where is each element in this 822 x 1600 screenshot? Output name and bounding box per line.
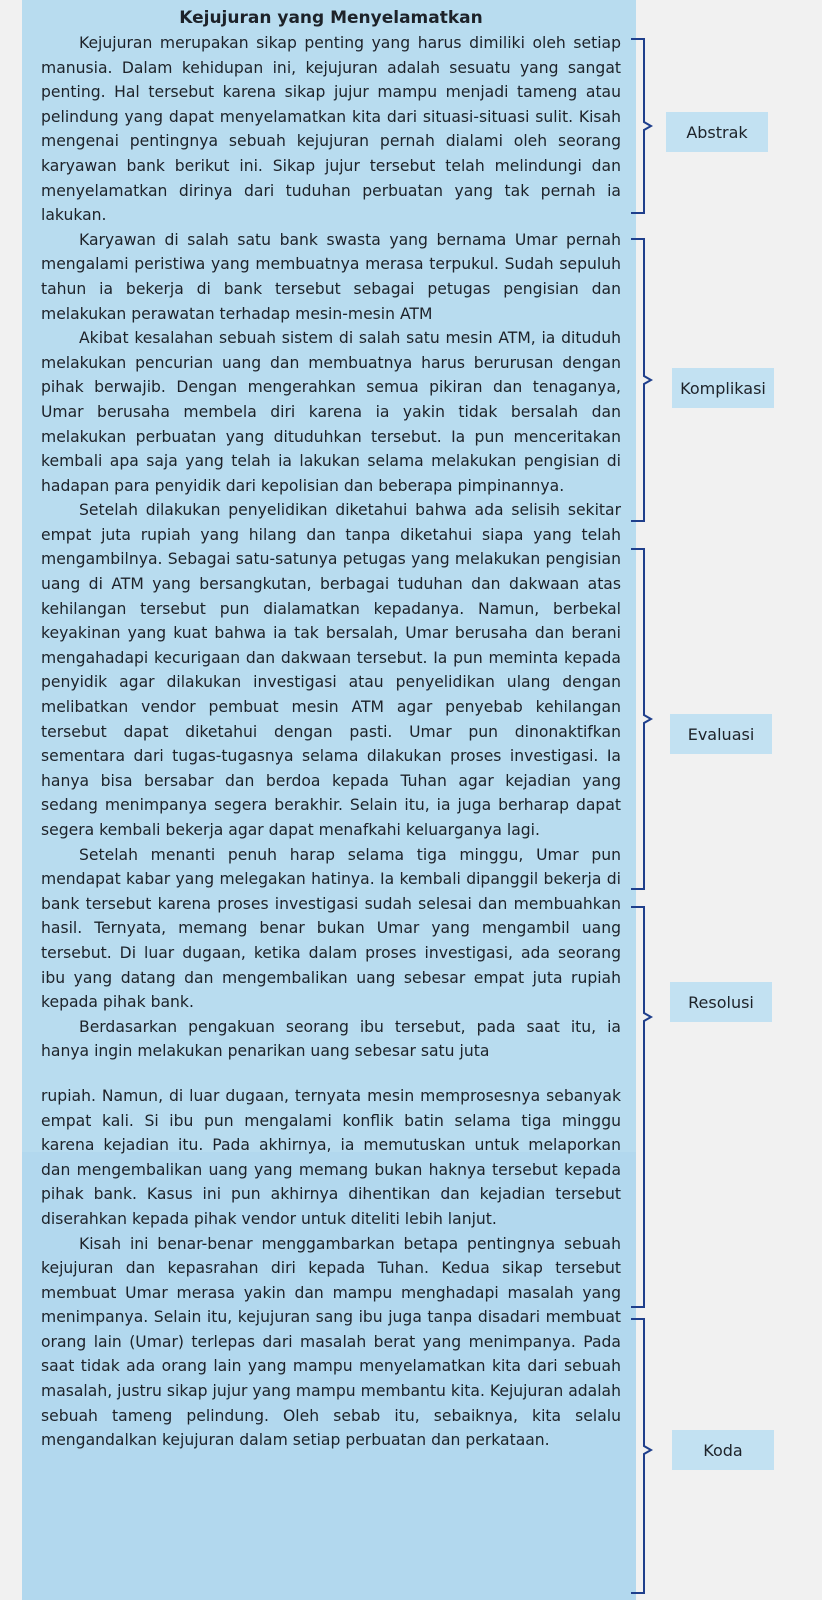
- paragraph-resolusi-2a: Berdasarkan pengakuan seorang ibu tersebut, pada saat itu, ia hanya ingin melakukan penarikan uang sebesar satu juta: [41, 1017, 621, 1061]
- paragraph-resolusi-2b: rupiah. Namun, di luar dugaan, ternyata mesin memprosesnya sebanyak empat kali. Si ibu pun mengalami konflik batin selama tiga minggu karena kejadian itu. Pada akhirnya, ia memutuskan untuk melaporkan dan mengembalikan uang yang memang bukan haknya tersebut kepada pihak bank. Kasus ini pun akhirnya dihentikan dan kejadian tersebut diserahkan kepada pihak vendor untuk diteliti lebih lanjut.: [41, 1086, 621, 1228]
- paragraph-komplikasi-1: Karyawan di salah satu bank swasta yang bernama Umar pernah mengalami peristiwa yang membuatnya merasa terpukul. Sudah sepuluh tahun ia bekerja di bank tersebut sebagai petugas pengisian dan melakukan perawatan terhadap mesin-mesin ATM: [41, 230, 621, 323]
- paragraph-koda: Kisah ini benar-benar menggambarkan betapa pentingnya sebuah kejujuran dan kepasrahan diri kepada Tuhan. Kedua sikap tersebut membuat Umar merasa yakin dan mampu menghadapi masalah yang menimpanya. Selain itu, kejujuran sang ibu juga tanpa disadari membuat orang lain (Umar) terlepas dari masalah berat yang menimpanya. Pada saat tidak ada orang lain yang mampu menyelamatkan kita dari sebuah masalah, justru sikap jujur yang mampu membantu kita. Kejujuran adalah sebuah tameng pelindung. Oleh sebab itu, sebaiknya, kita selalu mengandalkan kejujuran dalam setiap perbuatan dan perkataan.: [41, 1234, 621, 1450]
- story-title: Kejujuran yang Menyelamatkan: [179, 8, 483, 28]
- page-seam-gap: [41, 1064, 621, 1084]
- paragraph-abstrak: Kejujuran merupakan sikap penting yang harus dimiliki oleh setiap manusia. Dalam kehidupan ini, kejujuran adalah sesuatu yang sangat penting. Hal tersebut karena sikap jujur mampu menjadi tameng atau pelindung yang dapat menyelamatkan kita dari situasi-situasi sulit. Kisah mengenai pentingnya sebuah kejujuran pernah dialami oleh seorang karyawan bank berikut ini. Sikap jujur tersebut telah melindungi dan menyelamatkan dirinya dari tuduhan perbuatan yang tak pernah ia lakukan.: [41, 34, 621, 225]
- label-koda: Koda: [672, 1430, 774, 1470]
- label-evaluasi: Evaluasi: [670, 714, 772, 754]
- bracket-evaluasi: [630, 548, 654, 890]
- paragraph-resolusi-1: Setelah menanti penuh harap selama tiga minggu, Umar pun mendapat kabar yang melegakan hatinya. Ia kembali dipanggil bekerja di bank tersebut karena proses investigasi sudah selesai dan membuahkan hasil. Ternyata, memang benar bukan Umar yang mengambil uang tersebut. Di luar dugaan, ketika dalam proses investigasi, ada seorang ibu yang datang dan mengembalikan uang sebesar empat juta rupiah kepada pihak bank.: [41, 845, 621, 1012]
- story-text: [41, 6, 621, 1453]
- paragraph-evaluasi: Setelah dilakukan penyelidikan diketahui bahwa ada selisih sekitar empat juta rupiah yang hilang dan tanpa diketahui siapa yang telah mengambilnya. Sebagai satu-satunya petugas yang melakukan pengisian uang di ATM yang bersangkutan, berbagai tuduhan dan dakwaan atas kehilangan tersebut pun dialamatkan kepadanya. Namun, berbekal keyakinan yang kuat bahwa ia tak bersalah, Umar berusaha dan berani mengahadapi kecurigaan dan dakwaan tersebut. Ia pun meminta kepada penyidik agar dilakukan investigasi atau penyelidikan ulang dengan melibatkan vendor pembuat mesin ATM agar penyebab kehilangan tersebut dapat diketahui dengan pasti. Umar pun dinonaktifkan sementara dari tugas-tugasnya selama dilakukan proses investigasi. Ia hanya bisa bersabar dan berdoa kepada Tuhan agar kejadian yang sedang menimpanya segera berakhir. Selain itu, ia juga berharap dapat segera kembali bekerja agar dapat menafkahi keluarganya lagi.: [41, 501, 621, 839]
- label-resolusi: Resolusi: [670, 982, 772, 1022]
- label-komplikasi: Komplikasi: [672, 368, 774, 408]
- bracket-abstrak: [630, 38, 654, 214]
- label-abstrak: Abstrak: [666, 112, 768, 152]
- bracket-komplikasi: [630, 238, 654, 522]
- bracket-resolusi: [630, 906, 654, 1308]
- paragraph-komplikasi-2: Akibat kesalahan sebuah sistem di salah satu mesin ATM, ia dituduh melakukan pencurian uang dan membuatnya harus berurusan dengan pihak berwajib. Dengan mengerahkan semua pikiran dan tenaganya, Umar berusaha membela diri karena ia yakin tidak bersalah dan melakukan perbuatan yang dituduhkan tersebut. Ia pun menceritakan kembali apa saja yang telah ia lakukan selama melakukan pengisian di hadapan para penyidik dari kepolisian dan beberapa pimpinannya.: [41, 329, 621, 495]
- bracket-koda: [630, 1318, 654, 1594]
